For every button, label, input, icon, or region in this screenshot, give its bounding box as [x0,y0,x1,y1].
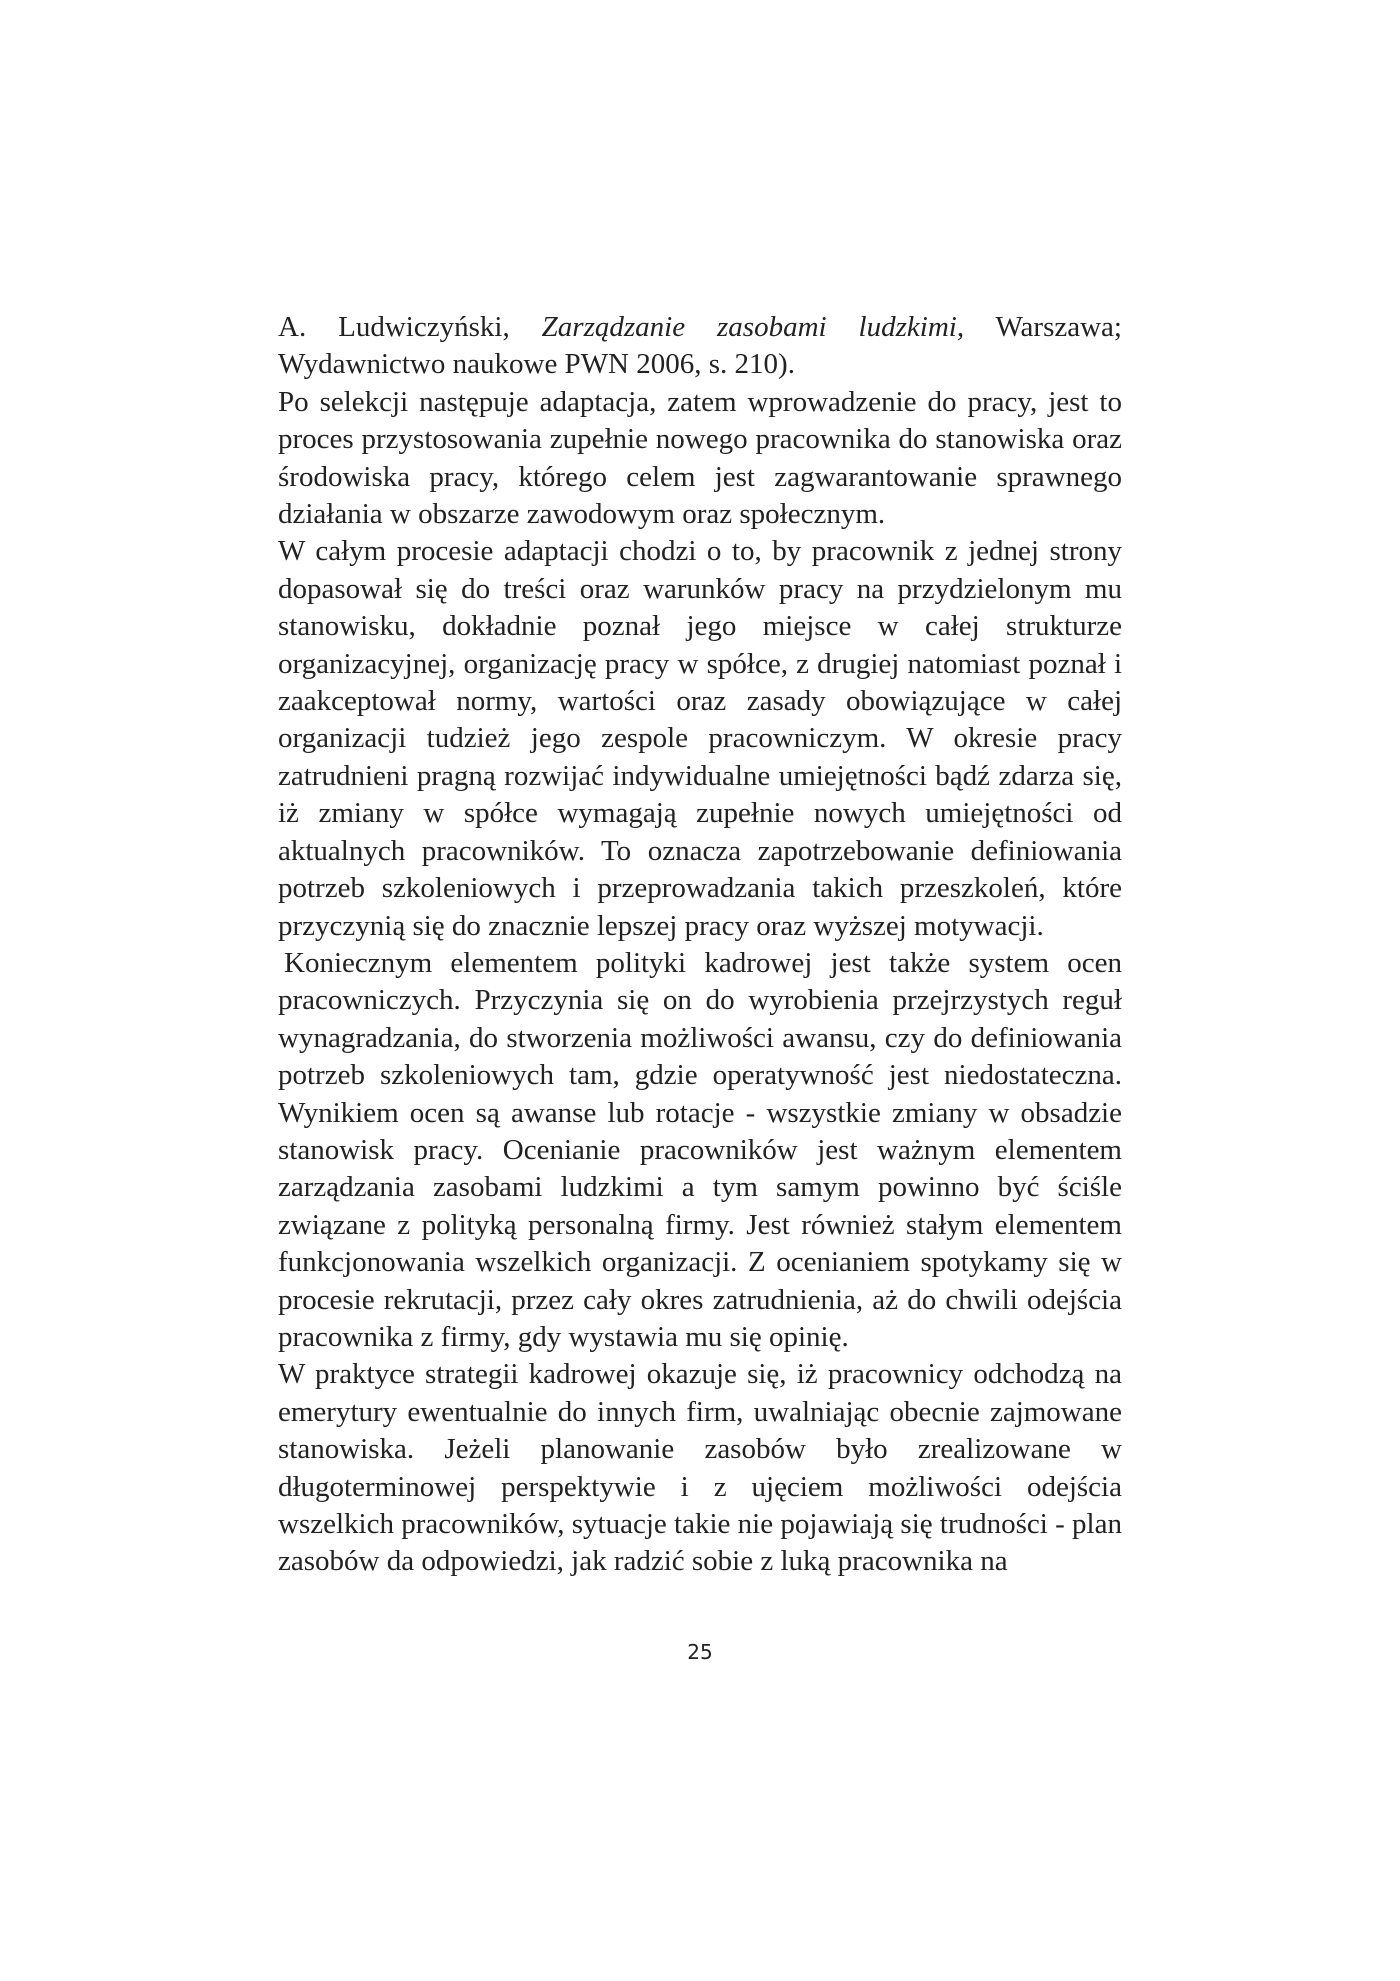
citation-author: A. Ludwiczyński, [278,311,542,343]
paragraph-adaptation-process: W całym procesie adaptacji chodzi o to, by pracownik z jednej strony dopasował się do treści oraz warunków pracy na przydzielonym mu stanowisku, dokładnie poznał jego miejsce w całej strukturze organizacyjnej, organizację pracy w spółce, z drugiej natomiast poznał i zaakceptował normy, wartości oraz zasady obowiązujące w całej organizacji tudzież jego zespole pracowniczym. W okresie pracy zatrudnieni pragną rozwijać indywidualne umiejętności bądź zdarza się, iż zmiany w spółce wymagają zupełnie nowych umiejętności od aktualnych pracowników. To oznacza zapotrzebowanie definiowania potrzeb szkoleniowych i przeprowadzania takich przeszkoleń, które przyczynią się do znacznie lepszej pracy oraz wyższej motywacji. [278,535,1122,942]
page-number: 25 [687,1640,713,1664]
citation-publisher: Warszawa; Wydawnictwo naukowe PWN 2006, s. 210). [278,311,1122,381]
paragraph-employee-evaluation: Koniecznym elementem polityki kadrowej jest także system ocen pracowniczych. Przyczynia się on do wyrobienia przejrzystych reguł wynagradzania, do stworzenia możliwości awansu, czy do definiowania potrzeb szkoleniowych tam, gdzie operatywność jest niedostateczna. Wynikiem ocen są awanse lub rotacje - wszystkie zmiany w obsadzie stanowisk pracy. Ocenianie pracowników jest ważnym elementem zarządzania zasobami ludzkimi a tym samym powinno być ściśle związane z polityką personalną firmy. Jest również stałym elementem funkcjonowania wszelkich organizacji. Z ocenianiem spotykamy się w procesie rekrutacji, przez cały okres zatrudnienia, aż do chwili odejścia pracownika z firmy, gdy wystawia mu się opinię. [278,946,1122,1353]
paragraph-adaptation: Po selekcji następuje adaptacja, zatem wprowadzenie do pracy, jest to proces przystosowania zupełnie nowego pracownika do stanowiska oraz środowiska pracy, którego celem jest zagwarantowanie sprawnego działania w obszarze zawodowym oraz społecznym. [278,385,1122,531]
body-text [278,309,1122,1581]
citation-book-title: Zarządzanie zasobami ludzkimi, [541,311,965,343]
citation-continuation [278,309,1122,384]
paragraph-staffing-strategy: W praktyce strategii kadrowej okazuje się, iż pracownicy odchodzą na emerytury ewentualnie do innych firm, uwalniając obecnie zajmowane stanowiska. Jeżeli planowanie zasobów było zrealizowane w długoterminowej perspektywie i z ujęciem możliwości odejścia wszelkich pracowników, sytuacje takie nie pojawiają się trudności - plan zasobów da odpowiedzi, jak radzić sobie z luką pracownika na [278,1358,1122,1578]
